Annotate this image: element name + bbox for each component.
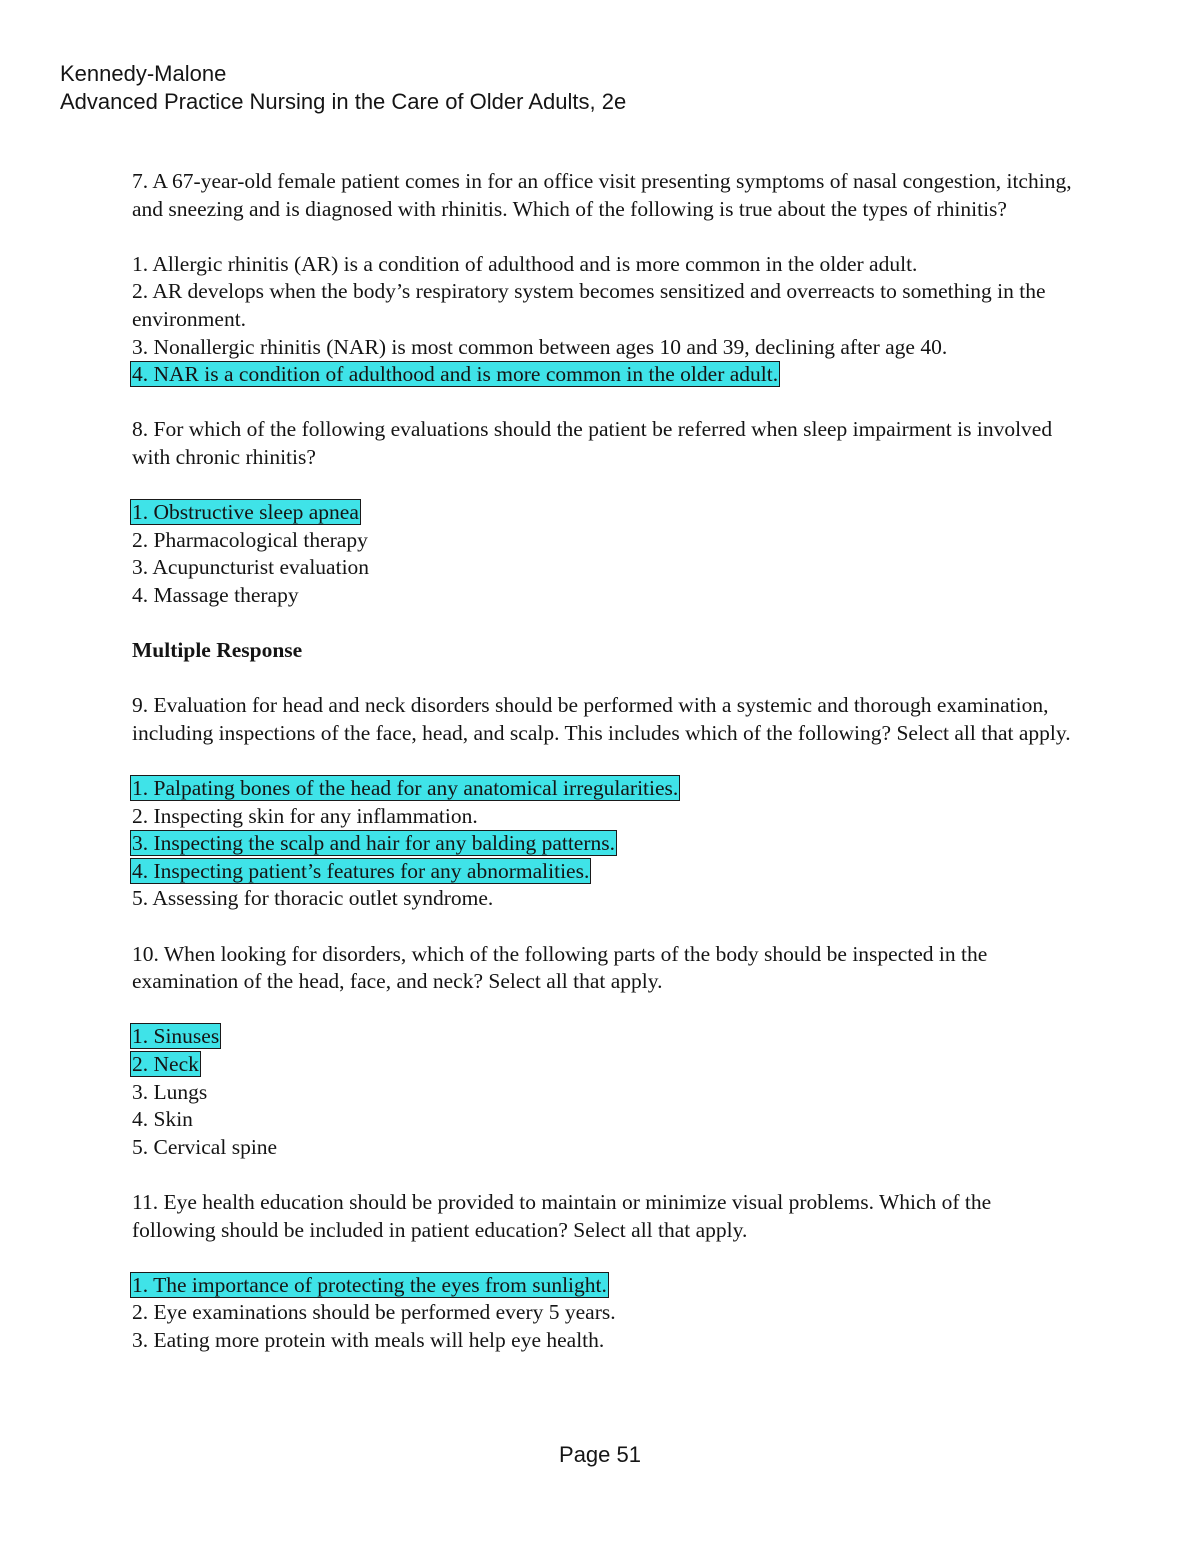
q8-option-1-correct: 1. Obstructive sleep apnea: [132, 500, 359, 525]
question-8-stem: 8. For which of the following evaluations should the patient be referred when sleep impairment is involved with chronic rhinitis?: [132, 417, 1053, 469]
q10-option-4: 4. Skin: [132, 1107, 193, 1132]
q9-option-2: 2. Inspecting skin for any inflammation.: [132, 803, 478, 828]
q9-option-1-correct: 1. Palpating bones of the head for any anatomical irregularities.: [132, 776, 679, 801]
q10-option-1-correct: 1. Sinuses: [132, 1024, 220, 1049]
q10-option-5: 5. Cervical spine: [132, 1134, 278, 1159]
question-11-stem: 11. Eye health education should be provided to maintain or minimize visual problems. Which of the following should be included in patient education? Select all that apply.: [132, 1189, 992, 1242]
q9-option-4-correct: 4. Inspecting patient’s features for any abnormalities.: [132, 858, 590, 883]
q9-option-5: 5. Assessing for thoracic outlet syndrome.: [132, 886, 494, 911]
question-10-stem: 10. When looking for disorders, which of the following parts of the body should be inspected in the examination of the head, face, and neck? Select all that apply.: [132, 941, 988, 994]
question-10-options: [132, 1023, 1072, 1161]
question-7-options: [132, 251, 1072, 389]
q7-option-3: 3. Nonallergic rhinitis (NAR) is most common between ages 10 and 39, declining after age 40.: [132, 334, 948, 359]
q7-option-2: 2. AR develops when the body’s respiratory system becomes sensitized and overreacts to something in the environment.: [132, 279, 1046, 331]
q7-option-4-correct: 4. NAR is a condition of adulthood and is more common in the older adult.: [132, 362, 779, 387]
q7-option-1: 1. Allergic rhinitis (AR) is a condition of adulthood and is more common in the older adult.: [132, 251, 918, 276]
document-header: [60, 60, 626, 116]
q8-option-2: 2. Pharmacological therapy: [132, 527, 368, 552]
question-8-options: [132, 499, 1072, 609]
question-9-options: [132, 775, 1072, 913]
q8-option-3: 3. Acupuncturist evaluation: [132, 555, 370, 580]
q11-option-3: 3. Eating more protein with meals will help eye health.: [132, 1327, 605, 1352]
q10-option-3: 3. Lungs: [132, 1079, 208, 1104]
page-content: [132, 168, 1072, 1382]
q11-option-1-correct: 1. The importance of protecting the eyes from sunlight.: [132, 1272, 607, 1297]
author-name: Kennedy-Malone: [60, 61, 227, 86]
section-title: Multiple Response: [132, 638, 303, 663]
q11-option-2: 2. Eye examinations should be performed every 5 years.: [132, 1300, 616, 1325]
question-7-stem: 7. A 67-year-old female patient comes in for an office visit presenting symptoms of nasal congestion, itching, and sneezing and is diagnosed with rhinitis. Which of the following is true about the types of rhinitis?: [132, 169, 1072, 221]
book-title: Advanced Practice Nursing in the Care of Older Adults, 2e: [60, 89, 627, 114]
page-number: Page 51: [559, 1442, 641, 1467]
q9-option-3-correct: 3. Inspecting the scalp and hair for any balding patterns.: [132, 831, 616, 856]
question-11-options: [132, 1272, 1072, 1355]
question-9-stem: 9. Evaluation for head and neck disorders should be performed with a systemic and thorough examination, including inspections of the face, head, and scalp. This includes which of the following? Select all that apply.: [132, 693, 1071, 745]
q10-option-2-correct: 2. Neck: [132, 1052, 199, 1076]
q8-option-4: 4. Massage therapy: [132, 582, 299, 607]
